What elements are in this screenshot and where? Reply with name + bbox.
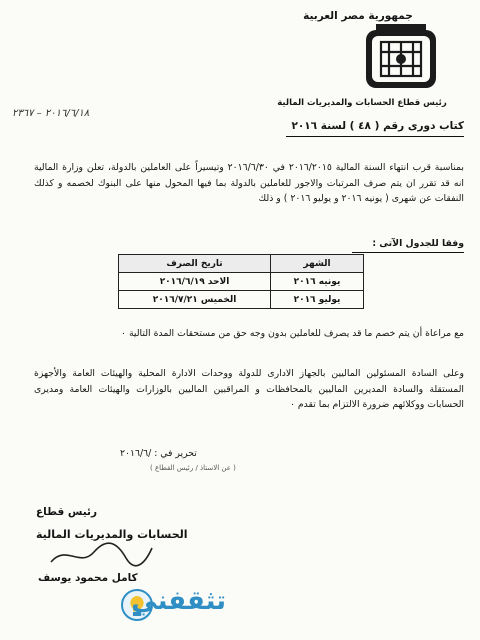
table-row (119, 291, 364, 309)
issued-date: تحرير في : /٢٠١٦/٦ (120, 448, 197, 459)
sector-title: رئيس قطاع الحسابات والمديريات المالية (277, 98, 447, 108)
on-behalf-note: ( عن الاستاذ / رئيس القطاع ) (150, 464, 236, 472)
signatory-title-line1: رئيس قطاع (36, 506, 97, 518)
schedule-caption: وفقا للجدول الآتى : (372, 238, 464, 249)
column-header-payment-date: تاريخ الصرف (119, 255, 271, 273)
watermark-text: تثقفني (131, 586, 226, 616)
reference-date: ٢٠١٦/٦/١٨ – ٢٣٦٧ (12, 108, 90, 119)
title-underline (286, 136, 464, 137)
payment-date-cell: الخميس ٢٠١٦/٧/٢١ (119, 291, 271, 309)
ministry-emblem-icon (360, 22, 442, 96)
circular-title: كتاب دورى رقم ( ٤٨ ) لسنة ٢٠١٦ (291, 120, 464, 132)
caption-underline (352, 252, 464, 253)
signatory-name: كامل محمود يوسف (38, 572, 138, 584)
month-cell: يوليو ٢٠١٦ (271, 291, 364, 309)
payment-schedule-table (118, 254, 364, 309)
table-header-row (119, 255, 364, 273)
compliance-paragraph: وعلى السادة المسئولين الماليين بالجهاز الادارى للدولة ووحدات الادارة المحلية والهيئات العامة والأجهزة المستقلة والسادة المديرين الماليين بالمحافظات و المراقبين الماليين بالوزارات والهيئات العامة ومديرى الحسابات ووكلائهم ضرورة الالتزام بما تقدم ٠ (34, 368, 464, 410)
site-watermark (120, 586, 226, 630)
month-cell: يونيه ٢٠١٦ (271, 273, 364, 291)
table-row (119, 273, 364, 291)
column-header-month: الشهر (271, 255, 364, 273)
handwritten-signature-icon (46, 540, 156, 570)
country-name: جمهورية مصر العربية (303, 10, 413, 22)
payment-date-cell: الاحد ٢٠١٦/٦/١٩ (119, 273, 271, 291)
signatory-title-line2: الحسابات والمديريات المالية (36, 528, 188, 541)
intro-paragraph: بمناسبة قرب انتهاء السنة المالية ٢٠١٦/٢٠١٥ في ٢٠١٦/٦/٣٠ وتيسيراً على العاملين بالدولة، تعلن وزارة المالية انه قد تقرر ان يتم صرف المرتبات والاجور للعاملين بالدولة بما فيها المحول منها على البنوك لخصمه و كذلك النفقات عن شهرى ( يونيه ٢٠١٦ و يوليو ٢٠١٦ ) و ذلك (34, 162, 464, 204)
deduction-paragraph: مع مراعاة أن يتم خصم ما قد يصرف للعاملين بدون وجه حق من مستحقات المدة التالية ٠ (120, 328, 464, 339)
